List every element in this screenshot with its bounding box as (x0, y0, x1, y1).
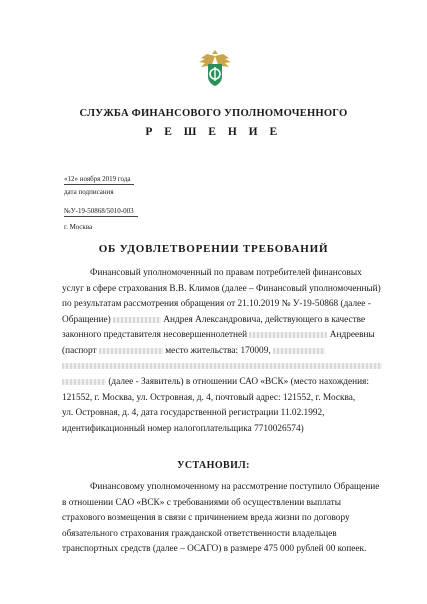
redacted-block (99, 348, 163, 354)
p2-line: Финансовому уполномоченному на рассмотрение поступило Обращение (90, 482, 380, 492)
p1-line: Финансовый уполномоченный по правам потребителей финансовых (90, 268, 362, 278)
p1-line (62, 360, 394, 376)
p1-line: услуг в сфере страхования В.В. Климов (далее – Финансовый уполномоченный) (62, 283, 381, 294)
p1-text: 170009, (240, 345, 271, 356)
redacted-block (113, 317, 161, 323)
redacted-block (62, 363, 382, 369)
p1-line: 121552, г. Москва, ул. Островная, д. 4, почтовый адрес: 121552, г. Москва, (62, 392, 356, 403)
service-name: СЛУЖБА ФИНАНСОВОГО УПОЛНОМОЧЕННОГО (79, 108, 348, 119)
p2-line: обязательного страхования гражданской ответственности владельцев (62, 528, 337, 539)
decision-heading: Р Е Ш Е Н И Е (145, 126, 282, 138)
p1-text: (паспорт (62, 345, 97, 356)
paragraph-1 (62, 266, 394, 438)
p1-line (62, 328, 394, 344)
p1-text: Андрея Александровича, действующего в качестве (163, 314, 366, 325)
p1-text: (далее - Заявитель) в отношении САО «ВСК» (место нахождения: (108, 377, 369, 388)
signing-date-caption: дата подписания (64, 188, 114, 196)
p1-line (62, 375, 394, 391)
p2-line: в отношении САО «ВСК» с требованиями об осуществлении выплаты (62, 497, 341, 508)
signing-date: «12» ноября 2019 года (64, 175, 134, 185)
redacted-block (249, 332, 327, 338)
p1-text: место жительства: (165, 345, 239, 356)
p1-line (62, 313, 394, 329)
p1-text: законного представителя несовершеннолетней (62, 330, 248, 341)
city: г. Москва (64, 223, 93, 231)
established-heading: УСТАНОВИЛ: (177, 460, 250, 471)
p1-line: по результатам рассмотрения обращения от 21.10.2019 № У-19-50868 (далее - (62, 299, 371, 310)
p2-line: страхового возмещения в связи с причинением вреда жизни по договору (62, 513, 350, 524)
p1-line: идентификационный номер налогоплательщика 7710026574) (62, 423, 304, 434)
document-number: №У-19-50868/5010-003 (64, 207, 138, 217)
p1-line: ул. Островная, д. 4, дата государственной регистрации 11.02.1992, (62, 408, 325, 419)
p1-text: Андреевны (329, 330, 375, 341)
financial-ombudsman-emblem-icon (195, 50, 235, 90)
p2-line: транспортных средств (далее – ОСАГО) в размере 475 000 рублей 00 копеек. (62, 544, 367, 555)
p1-line (62, 344, 394, 360)
redacted-block (62, 379, 106, 385)
p1-text: Обращение) (62, 314, 111, 325)
redacted-block (273, 348, 325, 354)
document-title: ОБ УДОВЛЕТВОРЕНИИ ТРЕБОВАНИЙ (98, 243, 329, 255)
paragraph-2 (62, 480, 394, 558)
